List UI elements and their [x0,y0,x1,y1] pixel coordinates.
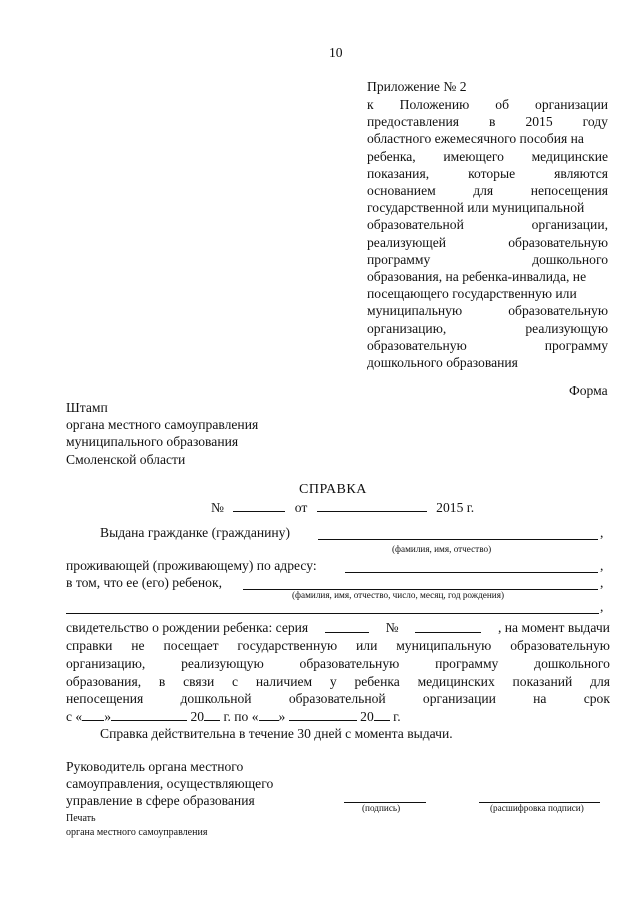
caption-fio: (фамилия, имя, отчество) [392,544,492,554]
appendix-word: государственной или муниципальной [367,200,585,216]
appendix-word: предоставления [367,114,460,130]
appendix-line [367,130,584,148]
body-word: муниципальную [396,638,492,653]
appendix-word: имеющего [443,148,504,164]
to-day-blank [259,707,279,721]
appendix-line [367,234,608,252]
appendix-word: 2015 [525,114,553,130]
body-word: программу [435,656,499,671]
fio-line [318,539,598,540]
body-line [66,673,610,691]
year-prefix: 20 [190,709,205,724]
caption-child: (фамилия, имя, отчество, число, месяц, год рождения) [292,590,505,600]
appendix-word: медицинские [531,148,608,164]
appendix-line [367,182,608,200]
stamp-line: Смоленской области [66,452,186,467]
stamp-line: муниципального образования [66,434,239,449]
certificate-line [66,619,610,637]
period-end: г. [393,709,401,724]
body-word: реализующую [181,656,264,671]
body-word: государственную [237,638,338,653]
address-line [345,572,598,573]
appendix-word: образовательную [367,337,467,353]
body-word: организации [422,691,496,706]
appendix-word: для [473,183,494,198]
year-label: 2015 г. [436,500,475,515]
caption-signature: (подпись) [362,803,401,813]
head-line: Руководитель органа местного [66,759,244,774]
from-label: от [294,500,308,515]
page-number: 10 [329,45,343,60]
appendix-word: которые [468,165,516,181]
appendix-word: дошкольного [532,251,608,267]
comma: , [600,599,604,614]
cert-line-end: , на момент выдачи [497,620,610,635]
head-line: управление в сфере образования [66,793,255,808]
appendix-word: в [489,114,496,130]
body-word: непосещения [66,691,144,706]
appendix-line [367,251,608,269]
to-label: г. по « [223,709,259,724]
quote-close: » [104,709,112,724]
body-word: или [356,638,378,653]
appendix-word: реализующую [525,320,608,336]
form-label: Форма [569,383,608,398]
child-label: в том, что ее (его) ребенок, [66,575,222,590]
from-day-blank [82,707,104,721]
appendix-word: непосещения [530,183,608,198]
appendix-word: к [367,97,374,112]
appendix-word: программу [544,337,608,353]
appendix-line [367,285,577,303]
body-word: наличием [255,674,313,689]
appendix-word: муниципальную [367,303,463,319]
body-word: срок [583,691,610,706]
quote-close: » [278,709,286,724]
period-line [66,707,401,726]
body-word: образовательную [510,638,610,653]
appendix-title: Приложение № 2 [367,79,467,94]
series-blank [325,619,369,633]
certificate-label: свидетельство о рождении ребенка: серия [66,620,309,635]
appendix-line [367,199,584,217]
appendix-word: основанием [367,183,436,198]
body-word: на [533,691,547,706]
appendix-line [367,268,586,286]
stamp-line: Штамп [66,400,108,415]
appendix-word: образования, на ребенка-инвалида, не [367,269,587,284]
cert-number-sign: № [385,620,399,635]
appendix-word: организации, [531,217,608,233]
head-line: самоуправления, осуществляющего [66,776,274,791]
body-word: с [232,674,239,689]
validity-note: Справка действительна в течение 30 дней с момента выдачи. [100,726,453,741]
appendix-line [367,302,608,320]
appendix-line [367,165,608,183]
appendix-word: образовательной [367,217,464,233]
body-word: у [329,674,337,689]
body-word: дошкольной [180,691,252,706]
year-prefix: 20 [360,709,374,724]
appendix-word: областного ежемесячного пособия на [367,131,584,147]
appendix-word: организации [535,97,608,112]
seal-line: органа местного самоуправления [66,827,208,838]
body-word: организацию, [66,656,146,671]
appendix-word: Положению [399,97,470,112]
appendix-line [367,96,608,114]
appendix-word: образовательную [508,303,608,319]
appendix-word: образовательную [508,234,608,250]
appendix-word: являются [554,165,608,181]
to-year-blank [374,707,390,721]
number-line [211,498,474,517]
appendix-word: реализующей [367,234,447,250]
caption-decode: (расшифровка подписи) [490,803,584,813]
body-line [66,690,610,708]
appendix-word: об [495,97,509,112]
body-word: дошкольного [534,656,610,671]
appendix-word: посещающего государственную или [367,286,577,302]
body-word: ребенка [354,674,400,689]
comma: , [600,525,604,540]
body-word: медицинских [417,674,495,689]
appendix-line [367,148,608,166]
from-year-blank [204,707,220,721]
body-line [66,655,610,673]
number-sign: № [211,500,224,515]
appendix-word: ребенка, [367,148,416,164]
appendix-line [367,216,608,234]
body-word: для [590,674,610,689]
body-word: не [131,638,145,653]
issued-to-label: Выдана гражданке (гражданину) [100,525,291,540]
appendix-line [367,113,608,131]
appendix-line [367,320,608,338]
cert-number-blank [415,619,481,633]
from-month-blank [111,707,187,721]
appendix-word: программу [367,251,431,267]
blank-line [66,613,599,614]
appendix-line [367,337,608,355]
stamp-line: органа местного самоуправления [66,417,259,432]
date-blank [317,498,427,512]
to-month-blank [289,707,357,721]
body-word: образовательную [299,656,400,671]
body-word: справки [66,638,113,653]
doc-title: СПРАВКА [299,482,367,497]
appendix-word: дошкольного образования [367,355,518,370]
appendix-word: организацию, [367,320,447,336]
body-word: образовательной [288,691,386,706]
comma: , [600,575,604,590]
body-word: посещает [163,638,219,653]
from-quote: с « [66,709,83,724]
body-line [66,637,610,655]
body-word: в [158,674,166,689]
body-word: показаний [512,674,573,689]
appendix-word: году [582,114,608,130]
body-word: связи [183,674,215,689]
seal-line: Печать [66,813,96,824]
body-word: образования, [66,674,142,689]
appendix-word: показания, [367,165,430,181]
residing-label: проживающей (проживающему) по адресу: [66,558,317,573]
number-blank [233,498,285,512]
comma: , [600,558,604,573]
appendix-line [367,354,518,372]
